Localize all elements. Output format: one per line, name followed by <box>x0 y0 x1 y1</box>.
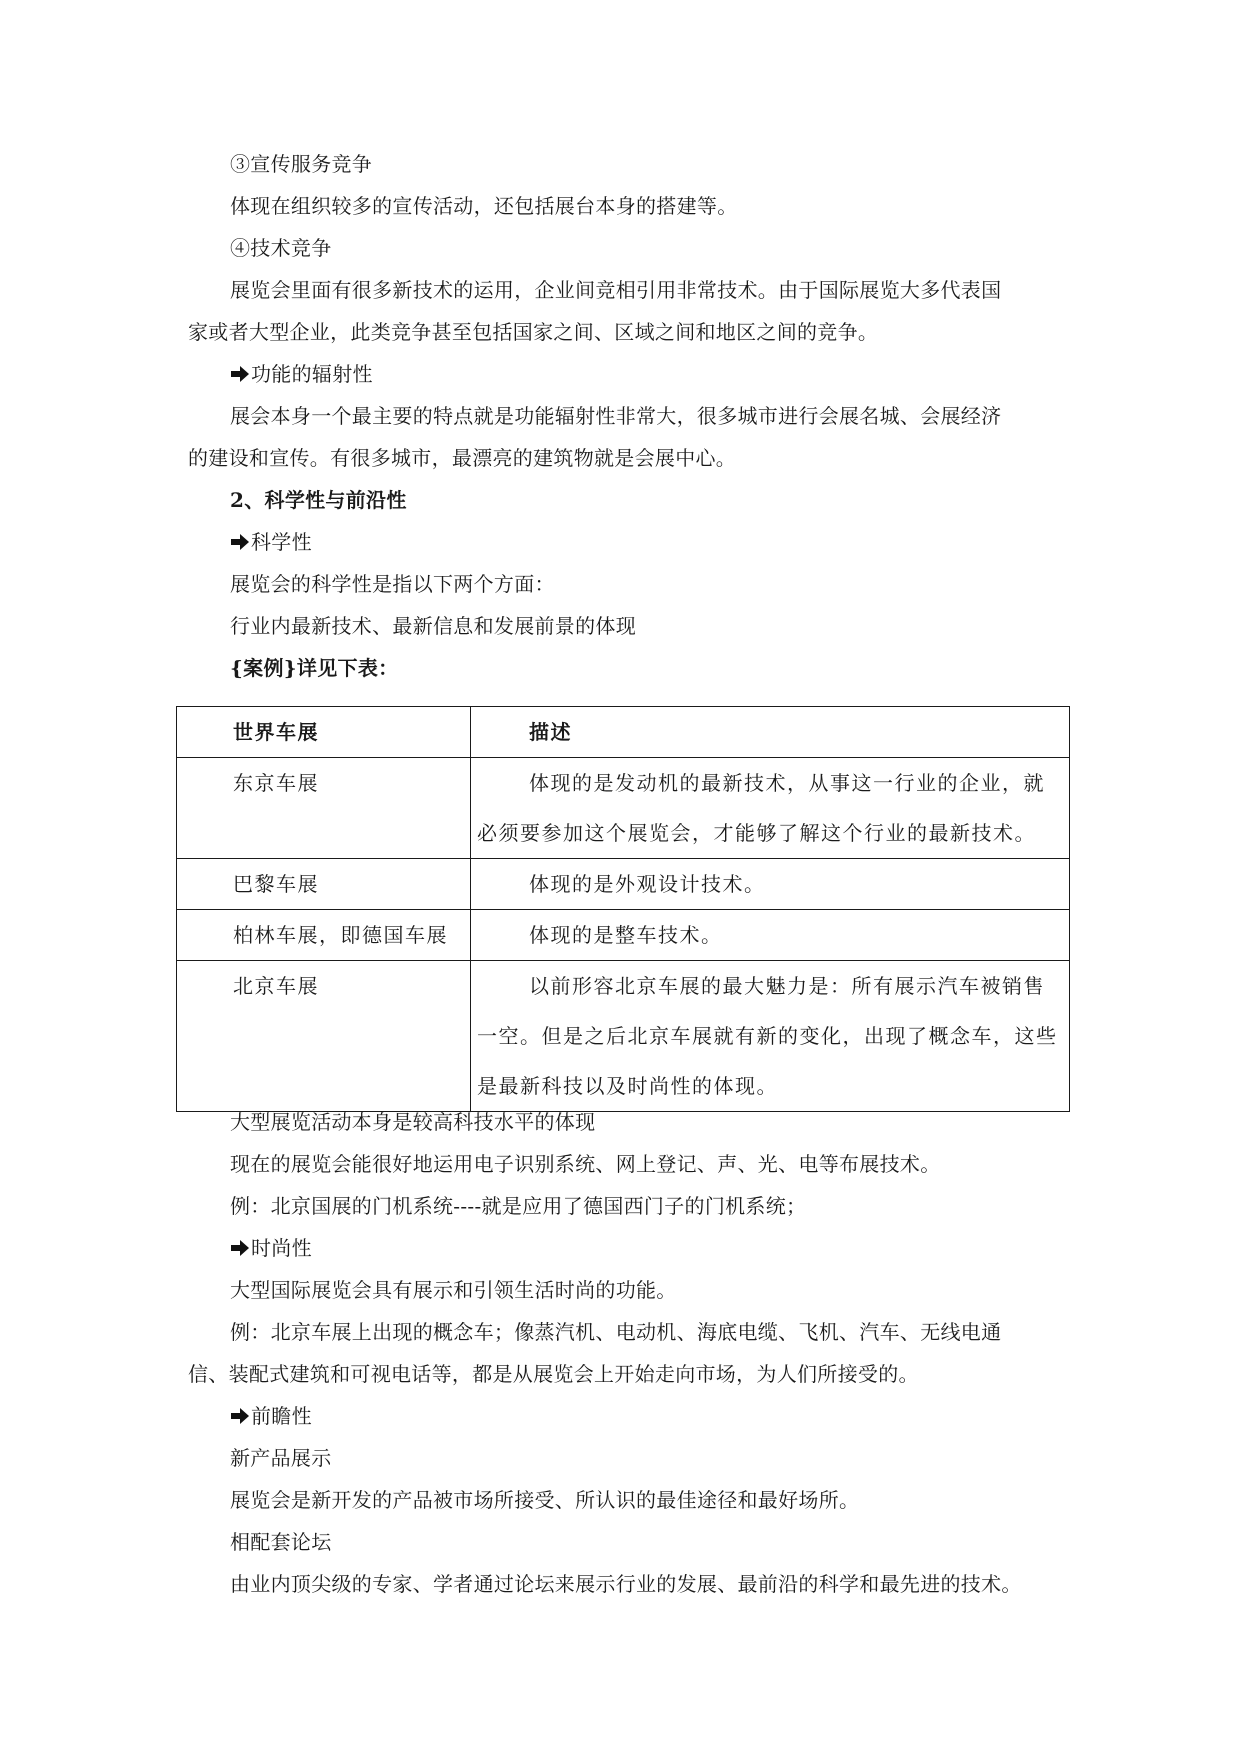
table-row <box>177 758 1070 859</box>
paragraph-science-point: 行业内最新技术、最新信息和发展前景的体现 <box>230 614 636 638</box>
heading-radiation <box>230 360 373 388</box>
table-cell-desc-text: 体现的是整车技术。 <box>529 923 723 947</box>
heading-fashion <box>230 1234 312 1262</box>
heading-radiation-label: 功能的辐射性 <box>251 362 373 386</box>
paragraph-radiation-2: 的建设和宣传。有很多城市，最漂亮的建筑物就是会展中心。 <box>188 446 737 470</box>
table-cell-desc-text: 体现的是外观设计技术。 <box>529 872 766 896</box>
paragraph-fashion: 大型国际展览会具有展示和引领生活时尚的功能。 <box>230 1278 677 1302</box>
table-cell-desc <box>471 758 1070 859</box>
subheading-publicity: ③宣传服务竞争 <box>230 152 373 176</box>
paragraph-exhibition-tech: 现在的展览会能很好地运用电子识别系统、网上登记、声、光、电等布展技术。 <box>230 1152 941 1176</box>
heading-foresight-label: 前瞻性 <box>251 1404 312 1428</box>
heading-fashion-label: 时尚性 <box>251 1236 312 1260</box>
table-cell-desc-text: 体现的是发动机的最新技术，从事这一行业的企业，就必须要参加这个展览会，才能够了解这个行业的最新技术。 <box>477 771 1045 845</box>
table-cell-desc <box>471 910 1070 961</box>
paragraph-forum: 由业内顶尖级的专家、学者通过论坛来展示行业的发展、最前沿的科学和最先进的技术。 <box>230 1572 1022 1596</box>
paragraph-new-product: 展览会是新开发的产品被市场所接受、所认识的最佳途径和最好场所。 <box>230 1488 860 1512</box>
paragraph-technology-2: 家或者大型企业，此类竞争甚至包括国家之间、区域之间和地区之间的竞争。 <box>188 320 879 344</box>
table-cell-desc <box>471 961 1070 1112</box>
right-arrow-icon <box>230 364 250 384</box>
table-header-show: 世界车展 <box>177 707 471 758</box>
case-label: {案例}详见下表： <box>230 656 399 680</box>
right-arrow-icon <box>230 1406 250 1426</box>
subheading-technology: ④技术竞争 <box>230 236 332 260</box>
table-cell-desc <box>471 859 1070 910</box>
table-cell-show: 北京车展 <box>177 961 471 1112</box>
heading-science-label: 科学性 <box>251 530 312 554</box>
paragraph-science-intro: 展览会的科学性是指以下两个方面： <box>230 572 555 596</box>
paragraph-fashion-example-2: 信、装配式建筑和可视电话等，都是从展览会上开始走向市场，为人们所接受的。 <box>188 1362 919 1386</box>
table-cell-show: 柏林车展，即德国车展 <box>177 910 471 961</box>
table-cell-show: 东京车展 <box>177 758 471 859</box>
subheading-new-product: 新产品展示 <box>230 1446 332 1470</box>
paragraph-fashion-example-1: 例：北京车展上出现的概念车；像蒸汽机、电动机、海底电缆、飞机、汽车、无线电通 <box>230 1320 1002 1344</box>
paragraph-example-gate: 例：北京国展的门机系统----就是应用了德国西门子的门机系统； <box>230 1194 807 1218</box>
paragraph-technology-1: 展览会里面有很多新技术的运用，企业间竞相引用非常技术。由于国际展览大多代表国 <box>230 278 1002 302</box>
table-header-desc: 描述 <box>471 707 1070 758</box>
heading-foresight <box>230 1402 312 1430</box>
auto-show-table <box>176 706 1070 1112</box>
table-row <box>177 961 1070 1112</box>
table-cell-desc-text: 以前形容北京车展的最大魅力是：所有展示汽车被销售一空。但是之后北京车展就有新的变化，出现了概念车，这些是最新科技以及时尚性的体现。 <box>477 974 1058 1098</box>
table-row <box>177 859 1070 910</box>
subheading-forum: 相配套论坛 <box>230 1530 332 1554</box>
table-header-row <box>177 707 1070 758</box>
section-heading-science: 2、科学性与前沿性 <box>230 488 407 512</box>
table-row <box>177 910 1070 961</box>
paragraph-radiation-1: 展会本身一个最主要的特点就是功能辐射性非常大，很多城市进行会展名城、会展经济 <box>230 404 1002 428</box>
paragraph-publicity: 体现在组织较多的宣传活动，还包括展台本身的搭建等。 <box>230 194 738 218</box>
table-cell-show: 巴黎车展 <box>177 859 471 910</box>
right-arrow-icon <box>230 532 250 552</box>
right-arrow-icon <box>230 1238 250 1258</box>
paragraph-hightech: 大型展览活动本身是较高科技水平的体现 <box>230 1110 596 1134</box>
heading-science <box>230 528 312 556</box>
